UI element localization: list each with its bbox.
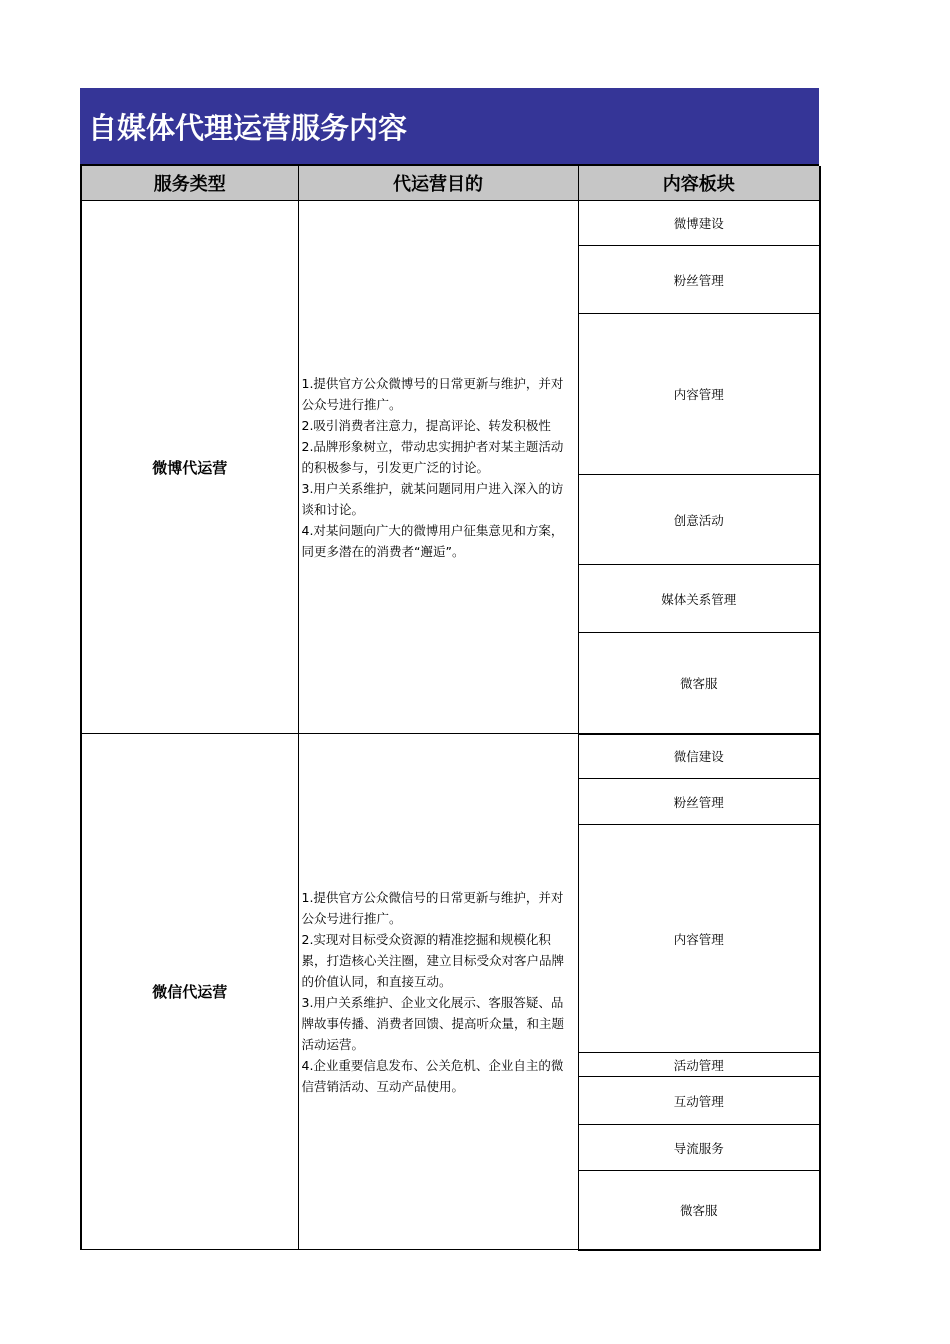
- purpose-line: 2.品牌形象树立，带动忠实拥护者对某主题活动的积极参与，引发更广泛的讨论。: [301, 438, 564, 475]
- block-cell: 互动管理: [578, 1077, 820, 1125]
- block-cell: 微客服: [578, 633, 820, 734]
- purpose-weibo: [298, 201, 578, 734]
- block-cell: 粉丝管理: [578, 246, 820, 314]
- block-cell: 内容管理: [578, 314, 820, 475]
- header-content-block: 内容板块: [578, 166, 820, 201]
- header-row: [81, 166, 820, 201]
- service-type-weibo: 微博代运营: [81, 201, 298, 734]
- purpose-line: 3.用户关系维护、企业文化展示、客服答疑、品牌故事传播、消费者回馈、提高听众量，和主题活动运营。: [301, 994, 565, 1052]
- header-service-type: 服务类型: [81, 166, 298, 201]
- block-cell: 导流服务: [578, 1125, 820, 1171]
- header-purpose: 代运营目的: [298, 166, 578, 201]
- purpose-line: 1.提供官方公众微博号的日常更新与维护，并对公众号进行推广。: [301, 375, 564, 412]
- purpose-line: 2.实现对目标受众资源的精准挖掘和规模化积累，打造核心关注圈，建立目标受众对客户品牌的价值认同，和直接互动。: [301, 931, 565, 989]
- block-cell: 活动管理: [578, 1053, 820, 1077]
- table-row: [81, 734, 820, 779]
- purpose-wechat: [298, 734, 578, 1250]
- service-type-wechat: 微信代运营: [81, 734, 298, 1250]
- service-table: [80, 166, 821, 1251]
- block-cell: 媒体关系管理: [578, 565, 820, 633]
- block-cell: 内容管理: [578, 825, 820, 1053]
- block-cell: 微信建设: [578, 734, 820, 779]
- spreadsheet: [80, 88, 819, 1251]
- purpose-line: 4.企业重要信息发布、公关危机、企业自主的微信营销活动、互动产品使用。: [301, 1057, 564, 1094]
- block-cell: 微博建设: [578, 201, 820, 246]
- block-cell: 粉丝管理: [578, 779, 820, 825]
- purpose-line: 1.提供官方公众微信号的日常更新与维护，并对公众号进行推广。: [301, 889, 564, 926]
- block-cell: 微客服: [578, 1171, 820, 1250]
- purpose-line: 4.对某问题向广大的微博用户征集意见和方案，同更多潜在的消费者“邂逅”。: [301, 522, 564, 559]
- purpose-line: 2.吸引消费者注意力，提高评论、转发积极性: [301, 417, 551, 433]
- sheet-title: 自媒体代理运营服务内容: [80, 88, 819, 166]
- block-cell: 创意活动: [578, 475, 820, 565]
- table-row: [81, 201, 820, 246]
- purpose-line: 3.用户关系维护，就某问题同用户进入深入的访谈和讨论。: [301, 480, 564, 517]
